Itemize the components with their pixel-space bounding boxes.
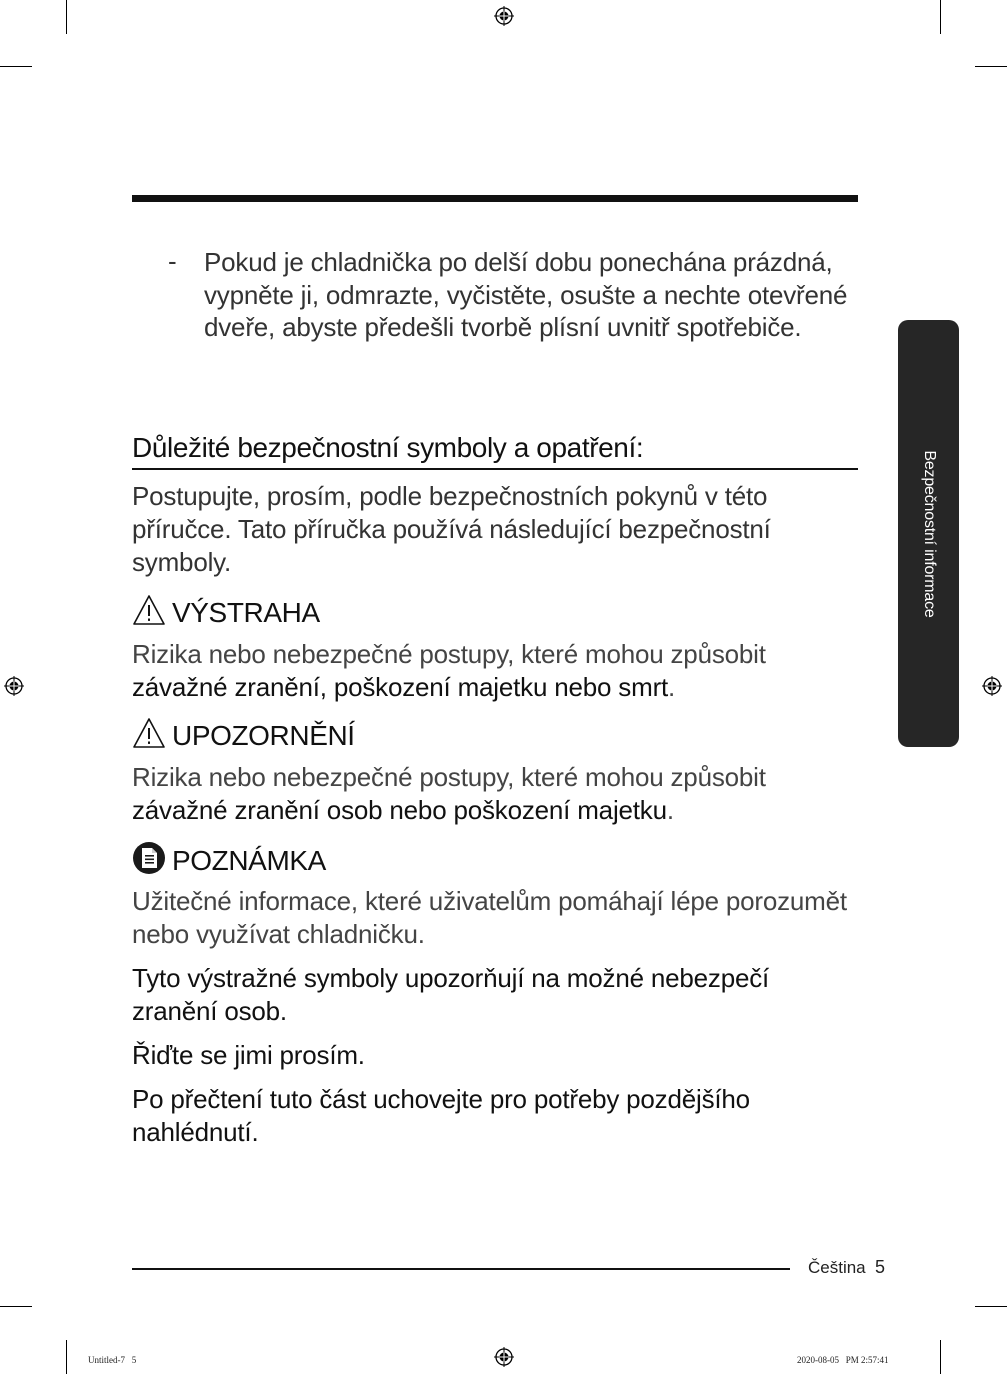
warning-body-text: Rizika nebo nebezpečné postupy, které mohou způsobit — [132, 639, 766, 669]
paragraph-symbols: Tyto výstražné symboly upozorňují na možné nebezpečí zranění osob. — [132, 963, 770, 1026]
footer-rule — [132, 1268, 790, 1270]
crop-mark — [975, 1306, 1007, 1307]
bullet-text: Pokud je chladnička po delší dobu ponechána prázdná, vypněte ji, odmrazte, vyčistěte, osušte a nechte otevřené dveře, abyste předešli tvorbě plísní uvnitř spotřebiče. — [204, 247, 848, 342]
registration-mark-icon — [494, 6, 514, 26]
registration-mark-icon — [982, 676, 1002, 696]
warning-body-end: . — [668, 671, 676, 702]
section-intro: Postupujte, prosím, podle bezpečnostních pokynů v této příručce. Tato příručka používá následující bezpečnostní symboly. — [132, 481, 771, 577]
bullet-dash: - — [168, 246, 177, 276]
note-body: Užitečné informace, které uživatelům pomáhají lépe porozumět nebo využívat chladničku. — [132, 886, 847, 949]
caution-heading — [132, 717, 355, 754]
caution-body-emphasis: závažné zranění osob nebo poškození majetku — [132, 794, 667, 825]
warning-triangle-icon — [132, 717, 166, 754]
caution-body-text: Rizika nebo nebezpečné postupy, které mohou způsobit — [132, 762, 766, 792]
warning-body — [132, 638, 852, 703]
warning-body-emphasis: závažné zranění, poškození majetku nebo smrt — [132, 671, 669, 702]
note-label: POZNÁMKA — [172, 844, 326, 876]
footer-language: Čeština — [808, 1258, 866, 1277]
crop-mark — [975, 66, 1007, 67]
top-rule — [132, 195, 858, 202]
warning-triangle-icon — [132, 594, 166, 631]
caution-body-end: . — [666, 794, 674, 825]
crop-mark — [66, 0, 67, 34]
section-rule — [132, 468, 858, 470]
crop-mark — [940, 1340, 941, 1374]
note-document-icon — [132, 841, 166, 880]
print-slug-file: Untitled-7 5 — [88, 1355, 137, 1365]
page-number: 5 — [875, 1257, 886, 1277]
caution-body — [132, 761, 852, 826]
note-heading — [132, 841, 326, 880]
paragraph-keep: Po přečtení tuto část uchovejte pro potřeby pozdějšího nahlédnutí. — [132, 1084, 750, 1147]
crop-mark — [66, 1340, 67, 1374]
warning-label: VÝSTRAHA — [172, 596, 320, 628]
side-tab — [898, 320, 959, 747]
crop-mark — [0, 66, 32, 67]
section-title: Důležité bezpečnostní symboly a opatření: — [132, 432, 644, 463]
crop-mark — [0, 1306, 32, 1307]
registration-mark-icon — [4, 676, 24, 696]
warning-heading — [132, 594, 320, 631]
print-slug-timestamp: 2020-08-05 PM 2:57:41 — [797, 1355, 889, 1365]
registration-mark-icon — [494, 1347, 514, 1367]
caution-label: UPOZORNĚNÍ — [172, 719, 355, 751]
side-tab-label: Bezpečnostní informace — [920, 449, 938, 618]
paragraph-follow: Řiďte se jimi prosím. — [132, 1040, 365, 1070]
crop-mark — [940, 0, 941, 34]
